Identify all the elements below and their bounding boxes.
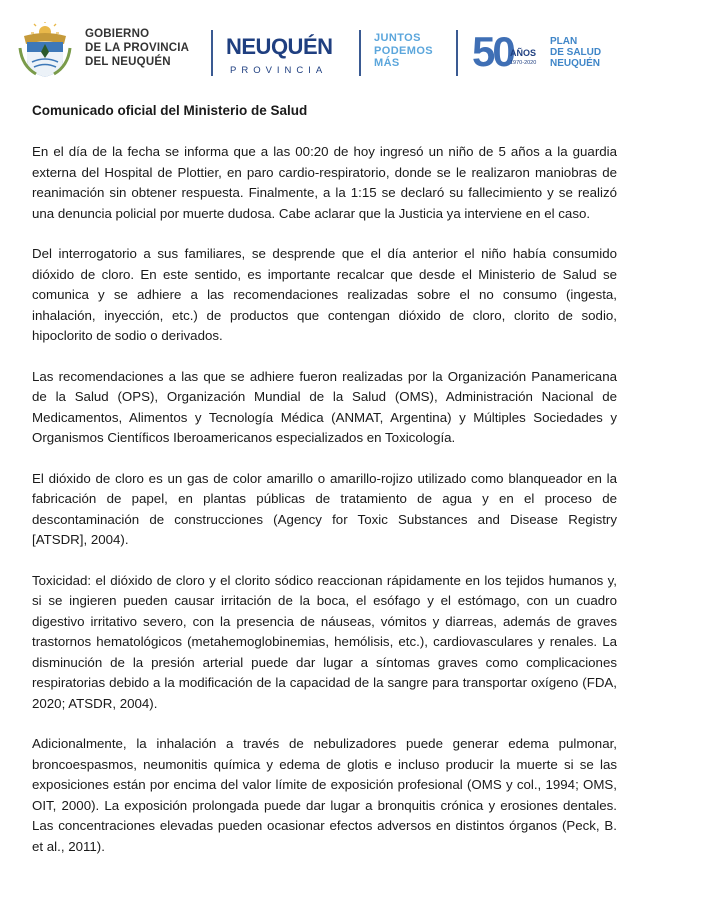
document-title: Comunicado oficial del Ministerio de Salud (32, 103, 308, 118)
gov-line-2: DE LA PROVINCIA (85, 42, 190, 54)
gov-line-3: DEL NEUQUÉN (85, 56, 171, 68)
provincial-crest-icon (18, 22, 72, 78)
paragraph: Las recomendaciones a las que se adhiere fueron realizadas por la Organización Panamericana de la Salud (OPS), Organización Mundial de la Salud (OMS), Administración Nacional de Medicamentos, Alimentos y Tecnología Médica (ANMAT, Argentina) y Múltiples Sociedades y Organismos Científicos Iberoamericanos especializados en Toxicología. (32, 368, 617, 445)
logo-subtitle: PROVINCIA (230, 65, 328, 76)
header-divider (359, 30, 361, 76)
plan-name (550, 36, 601, 69)
paragraph: Adicionalmente, la inhalación a través de nebulizadores puede generar edema pulmonar, broncoespasmos, neumonitis química y edema de glotis e incluso producir la muerte si se las exposiciones están por encima del valor límite de exposición profesional (OMS y col., 1994; OMS, OIT, 2000). La exposición prolongada puede dar lugar a bronquitis crónica y erosiones dentales. Las concentraciones elevadas pueden ocasionar efectos adversos en distintos órganos (Peck, B. et al., 2011). (32, 736, 617, 854)
government-name (85, 27, 189, 69)
anniversary-years: 1970-2020 (510, 60, 537, 66)
anniversary-number: 50 (472, 28, 513, 75)
neuquen-logo (226, 35, 354, 76)
paragraph: El dióxido de cloro es un gas de color amarillo o amarillo-rojizo utilizado como blanqueador en la fabricación de papel, en plantas públicas de tratamiento de agua y en el proceso de descontaminación de construcciones (Agency for Toxic Substances and Disease Registry [ATSDR], 2004). (32, 470, 617, 547)
slogan-line-1: JUNTOS (374, 32, 421, 44)
anniversary-label: AÑOS (510, 48, 537, 58)
plan-line-1: PLAN (550, 36, 578, 47)
paragraph: Toxicidad: el dióxido de cloro y el clorito sódico reaccionan rápidamente en los tejidos humanos y, si se ingieren pueden causar irritación de la boca, el esófago y el estómago, con un cuadro digestivo irritativo severo, con la presencia de náuseas, vómitos y diarreas, además de graves trastornos hematológicos (metahemoglobinemias, hemólisis, etc.), cardiovasculares y renales. La disminución de la presión arterial puede dar lugar a síntomas graves como complicaciones respiratorias debido a la modificación de la capacidad de la sangre para transportar oxígeno (FDA, 2020; ATSDR, 2004). (32, 572, 617, 711)
slogan-line-2: PODEMOS (374, 44, 434, 57)
paragraph: En el día de la fecha se informa que a las 00:20 de hoy ingresó un niño de 5 años a la guardia externa del Hospital de Plottier, en paro cardio-respiratorio, donde se le realizaron maniobras de reanimación sin obtener respuesta. Finalmente, a la 1:15 se declaró su fallecimiento y se realizó una denuncia policial por muerte dudosa. Cabe aclarar que la Justicia ya interviene en el caso. (32, 144, 617, 221)
letterhead (18, 20, 698, 82)
document-body (32, 142, 617, 877)
header-divider (211, 30, 213, 76)
plan-line-2: DE SALUD (550, 47, 602, 58)
plan-line-3: NEUQUÉN (550, 58, 601, 69)
logo-name: NEUQUÉN (226, 34, 333, 59)
plan-de-salud-logo (472, 28, 632, 78)
gov-line-1: GOBIERNO (85, 28, 150, 40)
slogan (374, 32, 433, 70)
paragraph: Del interrogatorio a sus familiares, se desprende que el día anterior el niño había consumido dióxido de cloro. En este sentido, es importante recalcar que desde el Ministerio de Salud se comunica y se adhiere a las recomendaciones realizadas sobre el no consumo (ingesta, inhalación, inyección, etc.) de productos que contengan dióxido de cloro, clorito de sodio, hipoclorito de sodio o derivados. (32, 246, 617, 343)
header-divider (456, 30, 458, 76)
slogan-line-3: MÁS (374, 57, 400, 69)
